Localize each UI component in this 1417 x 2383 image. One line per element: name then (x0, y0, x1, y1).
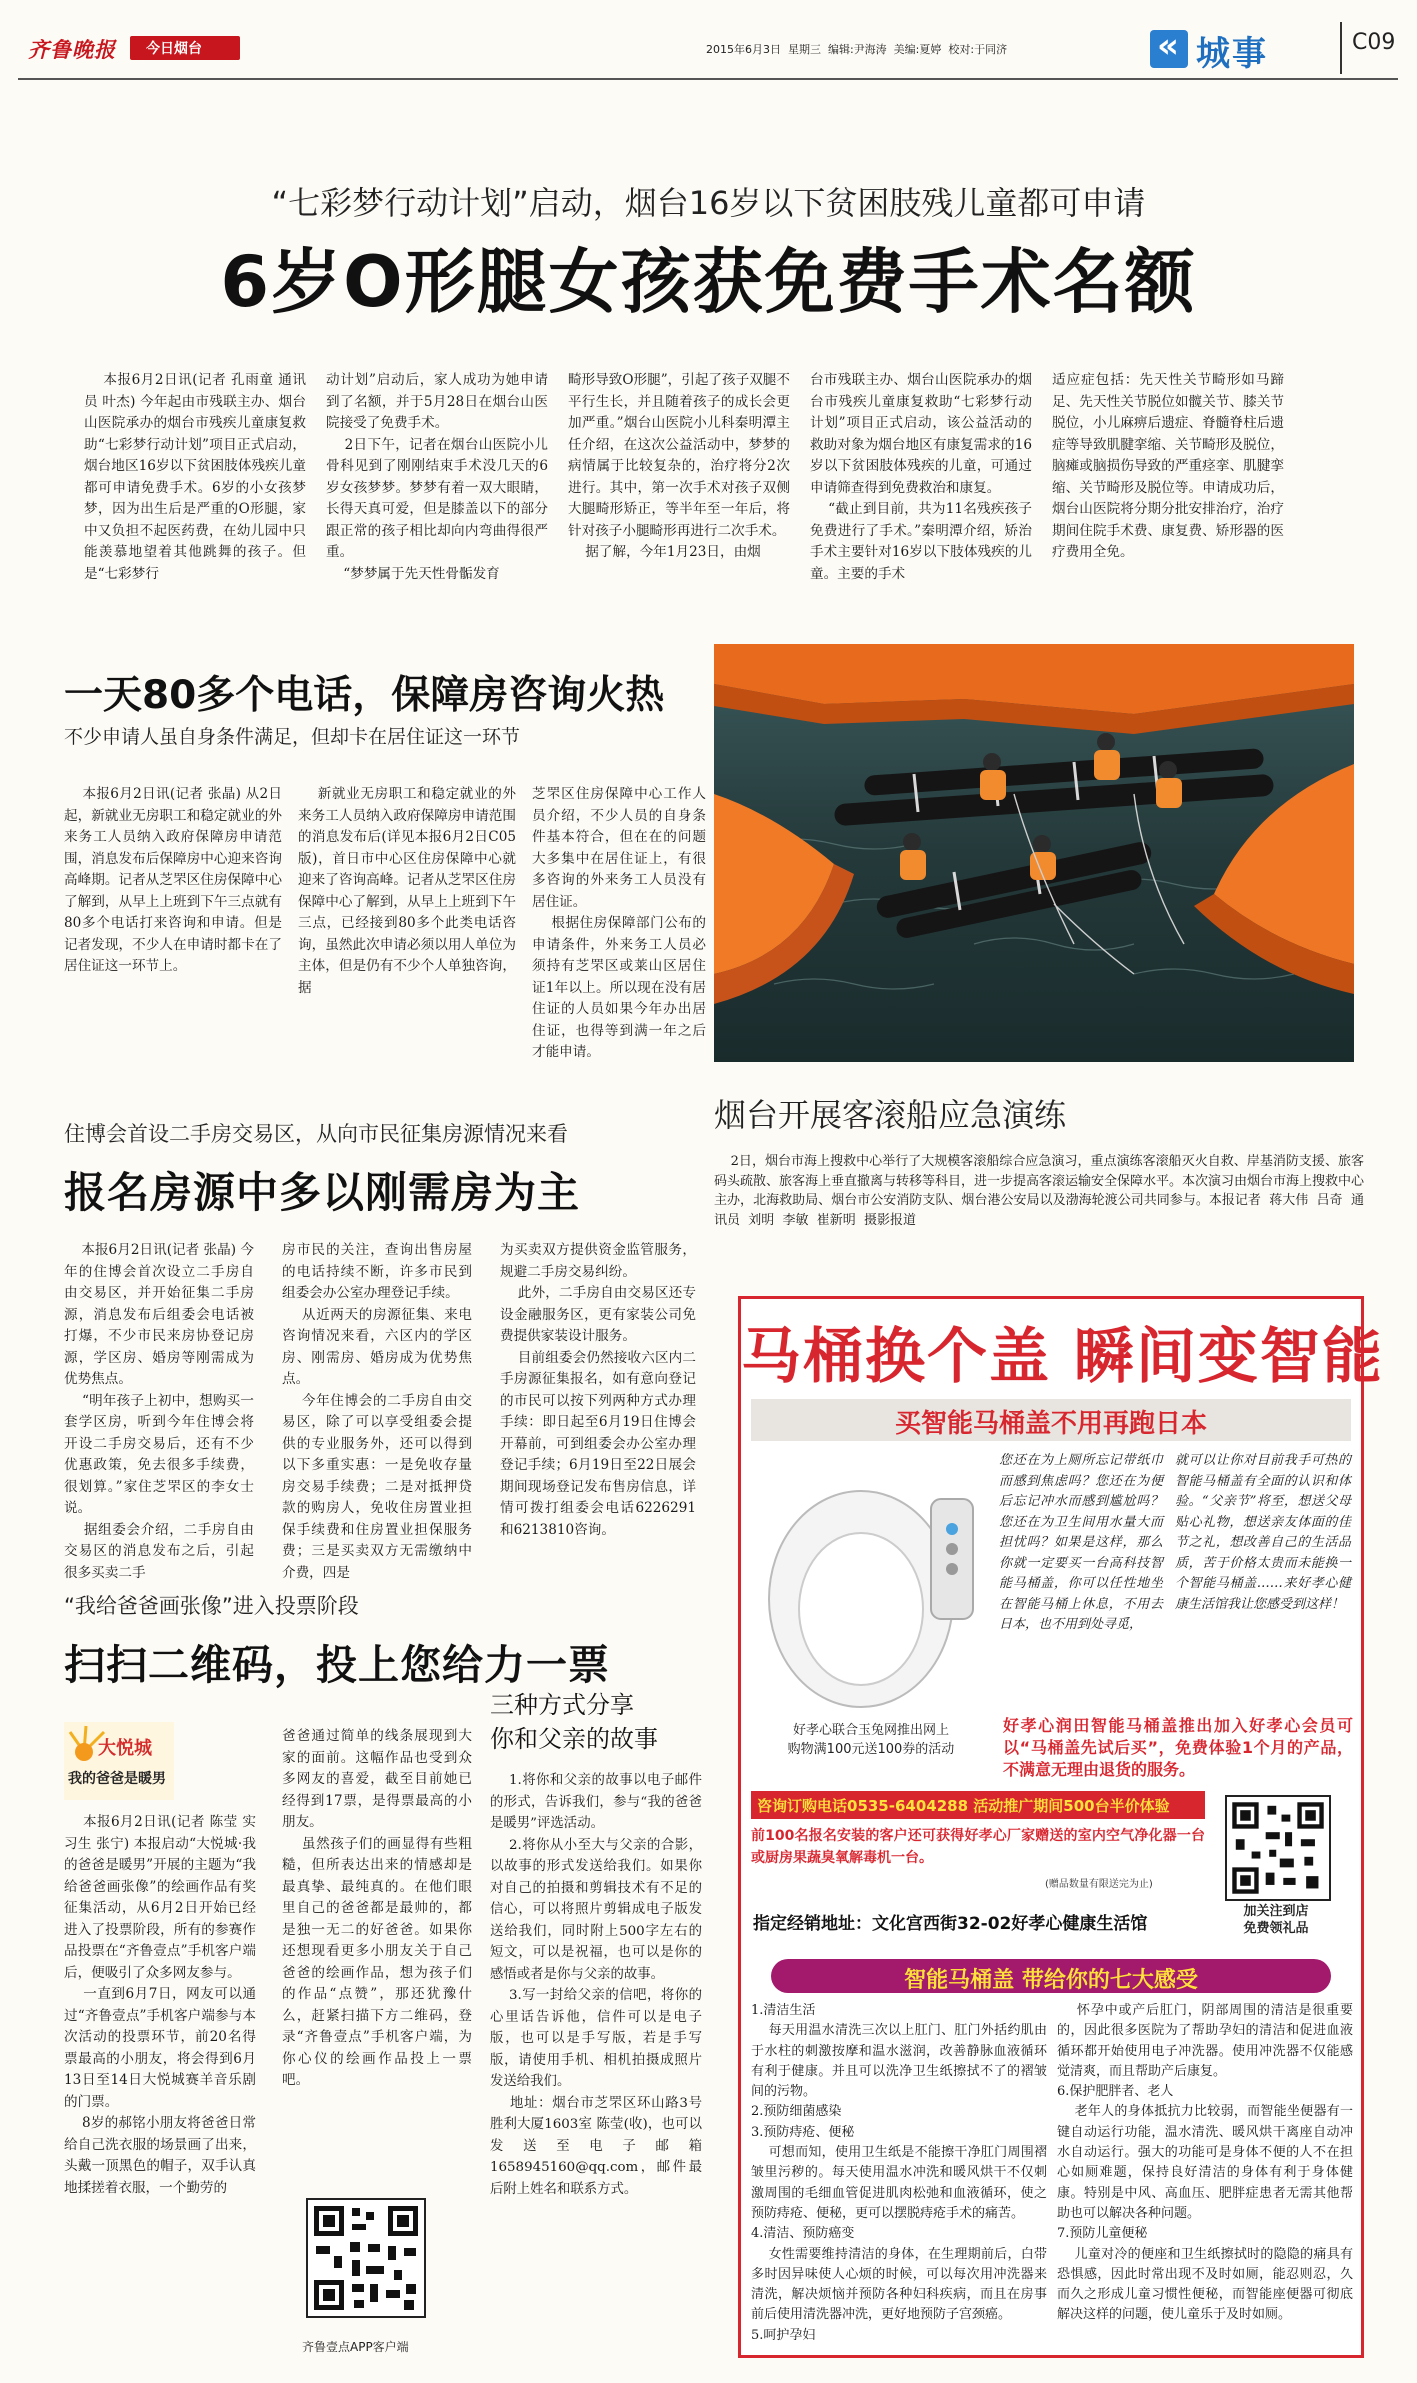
story5-col1: 本报6月2日讯(记者 陈莹 实习生 张宁) 本报启动“大悦城·我的爸爸是暖男”开展的主题为“我给爸爸画张像”的绘画作品有奖征集活动，从6月2日开始已经进入了投票阶段，所有的参赛作品投票在“齐鲁壹点”手机客户端后，便吸引了众多网友参与。 一直到6月7日，网友可以通过“齐鲁壹点”手机客户端参与本次活动的投票环节，前20名得票最高的小朋友，将会得到6月13日至14日大悦城赛羊音乐剧的门票。 8岁的郝铭小朋友将爸爸日常给自己洗衣服的场景画了出来，头戴一顶黑色的帽子，双手认真地揉搓着衣服，一个勤劳的 (64, 1814, 256, 2196)
section-tag (130, 36, 240, 60)
story5-sidebar: 1.将你和父亲的故事以电子邮件的形式，告诉我们，参与“我的爸爸是暖男”评选活动。 2.将你从小至大与父亲的合影，以故事的形式发送给我们。如果你对自己的拍摄和剪辑技术有不足的信心，可以将照片剪辑成电子版发送给我们，同时附上500字左右的短文，可以是祝福，也可以是你的感悟或者是你与父亲的故事。 3.写一封给父亲的信吧，将你的心里话告诉他，信件可以是电子版，也可以是手写版，若是手写版，请使用手机、相机拍摄成照片发送给我们。 地址：烟台市芝罘区环山路3号胜利大厦1603室 陈莹(收)，也可以发送至电子邮箱1658945160@qq.com，邮件最后附上姓名和联系方式。 (490, 1773, 702, 2197)
dayuecheng-logo-text: 大悦城 (98, 1738, 152, 1759)
story4-headline: 报名房源中多以刚需房为主 (64, 1168, 581, 1217)
feelings-title: 智能马桶盖 带给你的七大感受 (904, 1968, 1198, 1993)
section-name: 今日烟台 (146, 41, 202, 57)
story1-headline: 6岁O形腿女孩获免费手术名额 (220, 241, 1197, 323)
gift-note: (赠品数量有限送完为止) (1045, 1879, 1153, 1890)
feelings-banner (771, 1959, 1331, 1993)
story1-col4: 台市残联主办、烟台山医院承办的烟台市残疾儿童康复救助“七彩梦行动计划”项目正式启动，该公益活动的救助对象为烟台地区有康复需求的16岁以下贫困肢体残疾的儿童，可通过申请筛查得到免费救治和康复。 “截止到目前，共为11名残疾孩子免费进行了手术。”秦明潭介绍，矫治手术主要针对16岁以下肢体残疾的儿童。主要的手术 (810, 372, 1032, 582)
story2-subhead: 不少申请人虽自身条件满足，但却卡在居住证这一环节 (64, 726, 521, 748)
feelings-col1: 1.清洁生活 每天用温水清洗三次以上肛门、肛门外括约肌由于水柱的刺激按摩和温水滋润，改善静脉血液循环有利于健康。并且可以洗净卫生纸擦拭不了的褶皱间的污物。 2.预防细菌感染 3.预防痔疮、便秘 可想而知，使用卫生纸是不能擦干净肛门周围褶皱里污秽的。每天使用温水冲洗和暖风烘干不仅刺激周围的毛细血管促进肌肉松弛和血液循环，使之预防痔疮、便秘，更可以摆脱痔疮手术的痛苦。 4.清洁、预防癌变 女性需要维持清洁的身体，在生理期前后，白带多时因异味使人心烦的时候，可以每次用冲洗器来清洗，解决烦恼并预防各种妇科疾病，而且在房事前后使用清洗器冲洗，更好地预防子宫颈癌。 5.呵护孕妇 (751, 2003, 1047, 2343)
toilet-seat-product (751, 1449, 991, 1719)
story4-kicker: 住博会首设二手房交易区，从向市民征集房源情况来看 (64, 1122, 568, 1146)
story1-col2: 动计划”启动后，家人成功为她申请到了名额，并于5月28日在烟台山医院接受了免费手术。 2日下午，记者在烟台山医院小儿骨科见到了刚刚结束手术没几天的6岁女孩梦梦。梦梦有着一双大眼睛，长得天真可爱，但是膝盖以下的部分跟正常的孩子相比却向内弯曲得很严重。 “梦梦属于先天性骨骺发育 (326, 372, 548, 582)
masthead-rule (18, 78, 1398, 80)
ad-address: 指定经销地址：文化宫西街32-02好孝心健康生活馆 (753, 1914, 1148, 1934)
story4-col3: 为买卖双方提供资金监管服务，规避二手房交易纠纷。 此外，二手房自由交易区还专设金融服务区，更有家装公司免费提供家装设计服务。 目前组委会仍然接收六区内二手房源征集报名，如有意向登记的市民可以按下列两种方式办理手续：即日起至6月19日住博会开幕前，可到组委会办公室办理登记手续；6月19日至22日展会期间现场登记发布售房信息，详情可拨打组委会电话6226291和6213810咨询。 (500, 1242, 696, 1538)
ad-banner-text: 买智能马桶盖不用再跑日本 (894, 1409, 1207, 1439)
store-qr[interactable] (1225, 1795, 1331, 1901)
qr-code-icon (1227, 1797, 1329, 1899)
ad-title: 马桶换个盖 瞬间变智能 (741, 1322, 1384, 1392)
toilet-seat-image (751, 1449, 991, 1719)
ad-text1: 您还在为上厕所忘记带纸巾而感到焦虑吗？您还在为便后忘记冲水而感到尴尬吗？您还在为卫生间用水量大而担忧吗？如果是这样，那么你就一定要买一台高科技智能马桶盖，你可以任性地坐在智能马桶上休息，不用去日本，也不用到处寻觅， (999, 1453, 1163, 1632)
dayuecheng-logo-sub: 我的爸爸是暖男 (68, 1771, 166, 1787)
story4-col2: 房市民的关注，查询出售房屋的电话持续不断，许多市民到组委会办公室办理登记手续。 从近两天的房源征集、来电咨询情况来看，六区内的学区房、刚需房、婚房成为优势焦点。 今年住博会的二手房自由交易区，除了可以享受组委会提供的专业服务外，还可以得到以下多重实惠：一是免收存量房交易手续费；二是对抵押贷款的购房人，免收住房置业担保手续费和住房置业担保服务费；三是买卖双方无需缴纳中介费，四是 (282, 1242, 472, 1581)
story1-col3: 畸形导致O形腿”，引起了孩子双腿不平行生长，并且随着孩子的成长会更加严重。”烟台山医院小儿科秦明潭主任介绍，在这次公益活动中，梦梦的病情属于比较复杂的，治疗将分2次进行。其中，第一次手术对孩子双侧大腿畸形矫正，等半年至一年后，将针对孩子小腿畸形再进行二次手术。 据了解，今年1月23日，由烟 (568, 372, 790, 560)
story-sidebar-title: 三种方式分享 你和父亲的故事 (490, 1691, 658, 1753)
story1-kicker: “七彩梦行动计划”启动，烟台16岁以下贫困肢残儿童都可申请 (271, 184, 1146, 222)
feelings-col2: 怀孕中或产后肛门，阴部周围的清洁是很重要的，因此很多医院为了帮助孕妇的清洁和促进血液循环都开始使用电子冲洗器。使用冲洗器不仅能感觉清爽，而且帮助产后康复。 6.保护肥胖者、老人 老年人的身体抵抗力比较弱，而智能坐便器有一键自动运行功能，温水清洗、暖风烘干离座自动冲水自动运行。强大的功能可是身体不便的人不在担心如厕难题，保持良好清洁的身体有利于身体健康。特别是中风、高血压、肥胖症患者无需其他帮助也可以解决各种问题。 7.预防儿童便秘 儿童对冷的便座和卫生纸擦拭时的隐隐的痛具有恐惧感，因此时常出现不及时如厕，能忍则忍，久而久之形成儿童习惯性便秘，而智能座便器可彻底解决这样的问题，使儿童乐于及时如厕。 (1057, 2003, 1353, 2323)
ferry-drill-illustration (714, 644, 1354, 1062)
story5-headline: 扫扫二维码，投上您给力一票 (64, 1641, 610, 1689)
story4-col1: 本报6月2日讯(记者 张晶) 今年的住博会首次设立二手房自由交易区，并开始征集二手房源，消息发布后组委会电话被打爆，不少市民来房协登记房源，学区房、婚房等刚需成为优势焦点。 “明年孩子上初中，想购买一套学区房，听到今年住博会将开设二手房交易后，还有不少优惠政策，免去很多手续费，很划算。”家住芝罘区的李女士说。 据组委会介绍，二手房自由交易区的消息发布之后，引起很多买卖二手 (64, 1242, 254, 1581)
qr-code-icon (308, 2200, 424, 2316)
qilu-app-qr[interactable] (306, 2198, 426, 2318)
gift-text: 前100名报名安装的客户还可获得好孝心厂家赠送的室内空气净化器一台或厨房果蔬臭氧解毒机一台。 (751, 1828, 1205, 1866)
story5-kicker: “我给爸爸画张像”进入投票阶段 (64, 1594, 359, 1618)
issue-meta: 2015年6月3日 星期三 编辑:尹海涛 美编:夏婷 校对:于同济 (706, 43, 1008, 56)
ferry-caption-title: 烟台开展客滚船应急演练 (714, 1096, 1067, 1134)
ferry-drill-photo (714, 644, 1354, 1062)
column-name: 城事 (1196, 34, 1268, 74)
story1-col5: 适应症包括：先天性关节畸形如马蹄足、先天性关节脱位如髋关节、膝关节脱位，小儿麻痹后遗症、脊髓脊柱后遗症等导致肌腱挛缩、关节畸形及脱位，脑瘫或脑损伤导致的严重痉挛、肌腱挛缩、关节畸形及脱位等。申请成功后，烟台山医院将分期分批安排治疗，治疗期间住院手术费、康复费、矫形器的医疗费用全免。 (1052, 372, 1284, 560)
ad-banner (751, 1399, 1351, 1441)
hotline-bar (751, 1791, 1205, 1819)
column-divider (1340, 22, 1342, 74)
story2-col2: 新就业无房职工和稳定就业的外来务工人员纳入政府保障房申请范围的消息发布后(详见本报6月2日C05版)，首日市中心区住房保障中心就迎来了咨询高峰。记者从芝罘区住房保障中心了解到，从早上上班到下午三点，已经接到80多个此类电话咨询，虽然此次申请必须以用人单位为主体，但是仍有不少个人单独咨询，据 (298, 786, 516, 996)
story2-col3: 芝罘区住房保障中心工作人员介绍，不少人员的自身条件基本符合，但在在的问题大多集中在居住证上，有很多咨询的外来务工人员没有居住证。 根据住房保障部门公布的申请条件，外来务工人员必须持有芝罘区或莱山区居住证1年以上。所以现在没有居住证的人员如果今年办出居住证，也得等到满一年之后才能申请。 (532, 786, 706, 1060)
ad-text2: 就可以让你对目前我手可热的智能马桶盖有全面的认识和体验。“父亲节”将至，想送父母贴心礼物，想送亲友体面的佳节之礼，想改善自己的生活品质，苦于价格太贵而未能换一个智能马桶盖……来好孝心健康生活馆我让您感受到这样！ (1175, 1453, 1351, 1612)
store-qr-caption: 加关注到店 免费领礼品 (1243, 1904, 1309, 1936)
qilu-qr-caption: 齐鲁壹点APP客户端 (302, 2340, 409, 2354)
story5-col2: 爸爸通过简单的线条展现到大家的面前。这幅作品也受到众多网友的喜爱，截至目前她已经得到17票，是得票最高的小朋友。 虽然孩子们的画显得有些粗糙，但所表达出来的情感却是最真挚、最纯真的。在他们眼里自己的爸爸都是最帅的，都是独一无二的好爸爸。如果你还想现看更多小朋友关于自己爸爸的绘画作品，想为孩子们的作品“点赞”，那还犹豫什么，赶紧扫描下方二维码，登录“齐鲁壹点”手机客户端，为你心仪的绘画作品投上一票吧。 (282, 1728, 472, 2088)
story2-headline: 一天80多个电话，保障房咨询火热 (64, 673, 665, 718)
toilet-ad (738, 1296, 1384, 2358)
story2-col1: 本报6月2日讯(记者 张晶) 从2日起，新就业无房职工和稳定就业的外来务工人员纳入政府保障房申请范围，消息发布后保障房中心迎来咨询高峰期。记者从芝罘区住房保障中心了解到，从早上上班到下午三点就有80多个电话打来咨询和申请。但是记者发现，不少人在申请时都卡在了居住证这一环节上。 (64, 786, 282, 974)
double-chevron-icon: « (1157, 26, 1179, 66)
story1-col1: 本报6月2日讯(记者 孔雨童 通讯员 叶杰) 今年起由市残联主办、烟台山医院承办的烟台市残疾儿童康复救助“七彩梦行动计划”项目正式启动，烟台地区16岁以下贫困肢体残疾儿童都可申请免费手术。6岁的小女孩梦梦，因为出生后是严重的O形腿，家中又负担不起医药费，在幼儿园中只能羡慕地望着其他跳舞的孩子。但是“七彩梦行 (84, 372, 306, 582)
product-caption: 好孝心联合玉兔网推出网上 购物满100元送100券的活动 (787, 1723, 955, 1757)
newspaper-logo: 齐鲁晚报 (28, 37, 116, 62)
ad-promo: 好孝心润田智能马桶盖推出加入好孝心会员可以“马桶盖先试后买”，免费体验1个月的产品，不满意无理由退货的服务。 (1003, 1716, 1353, 1779)
masthead (0, 0, 1417, 92)
dayuecheng-logo (64, 1722, 174, 1800)
ferry-caption: 2日，烟台市海上搜救中心举行了大规模客滚船综合应急演习，重点演练客滚船灭火自救、岸基消防支援、旅客码头疏散、旅客海上垂直撤离与转移等科目，进一步提高客滚运输安全保障水平。本次演习由烟台市海上搜救中心主办，北海救助局、烟台市公安消防支队、烟台港公安局以及渤海轮渡公司共同参与。本报记者 蒋大伟 吕奇 通讯员 刘明 李敏 崔新明 摄影报道 (714, 1154, 1365, 1228)
hotline-text: 咨询订购电话0535-6404288 活动推广期间500台半价体验 (757, 1797, 1170, 1815)
column-badge (1150, 26, 1188, 68)
page-number: C09 (1352, 30, 1396, 55)
